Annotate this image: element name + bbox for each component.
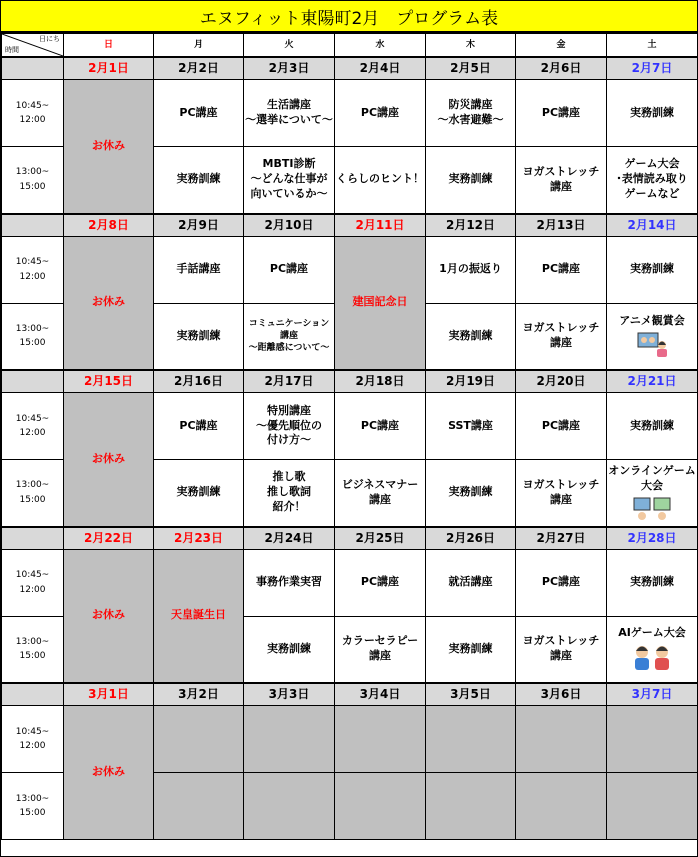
time-pm: 13:00~ 15:00 <box>2 460 64 527</box>
program-cell: 就活講座 <box>426 549 516 616</box>
national-holiday: 天皇誕生日 <box>154 549 244 683</box>
date-cell: 3月2日 <box>154 683 244 706</box>
weekday-sat: 土 <box>607 34 698 58</box>
program-cell: ヨガストレッチ 講座 <box>516 616 607 683</box>
program-cell: 防災講座 ～水害避難～ <box>426 80 516 147</box>
program-cell: コミュニケーション 講座 ～距離感について～ <box>244 303 335 370</box>
week-2-am-row <box>2 236 698 303</box>
empty-cell <box>154 706 244 773</box>
program-cell: 1月の振返り <box>426 236 516 303</box>
program-cell: 実務訓練 <box>607 549 698 616</box>
date-cell: 2月14日 <box>607 214 698 237</box>
date-cell: 3月7日 <box>607 683 698 706</box>
program-cell: 実務訓練 <box>154 147 244 214</box>
kids-gaming-icon <box>630 643 674 673</box>
date-cell: 2月6日 <box>516 57 607 80</box>
national-holiday: 建国記念日 <box>335 236 426 370</box>
program-cell: 実務訓練 <box>607 80 698 147</box>
date-cell: 2月9日 <box>154 214 244 237</box>
program-cell: PC講座 <box>244 236 335 303</box>
program-cell-with-icon <box>607 460 698 527</box>
people-watching-screen-icon <box>632 331 672 359</box>
date-cell: 2月11日 <box>335 214 426 237</box>
program-cell: 実務訓練 <box>607 236 698 303</box>
time-pm: 13:00~ 15:00 <box>2 616 64 683</box>
program-label: オンラインゲーム 大会 <box>608 463 696 492</box>
date-spacer <box>2 57 64 80</box>
date-spacer <box>2 370 64 393</box>
program-cell: PC講座 <box>516 80 607 147</box>
program-cell: PC講座 <box>335 393 426 460</box>
week-4-date-row <box>2 527 698 550</box>
program-cell: ヨガストレッチ 講座 <box>516 460 607 527</box>
program-cell: 実務訓練 <box>244 616 335 683</box>
corner-time-label: 時間 <box>5 45 19 54</box>
program-cell: ヨガストレッチ 講座 <box>516 147 607 214</box>
program-label: アニメ観賞会 <box>619 313 685 327</box>
online-game-icon <box>632 496 672 522</box>
sunday-off: お休み <box>64 236 154 370</box>
program-cell: PC講座 <box>154 80 244 147</box>
time-pm: 13:00~ 15:00 <box>2 303 64 370</box>
program-cell: 実務訓練 <box>607 393 698 460</box>
weekday-thu: 木 <box>426 34 516 58</box>
date-cell: 2月3日 <box>244 57 335 80</box>
week-1-am-row <box>2 80 698 147</box>
date-cell: 2月27日 <box>516 527 607 550</box>
program-cell: 実務訓練 <box>154 303 244 370</box>
week-3-date-row <box>2 370 698 393</box>
program-cell: PC講座 <box>154 393 244 460</box>
corner-date-label: 日にち <box>39 35 60 43</box>
date-cell: 2月15日 <box>64 370 154 393</box>
empty-cell <box>426 706 516 773</box>
program-cell: PC講座 <box>516 549 607 616</box>
empty-cell <box>154 773 244 840</box>
program-cell: 実務訓練 <box>426 616 516 683</box>
empty-cell <box>426 773 516 840</box>
date-cell: 3月6日 <box>516 683 607 706</box>
date-cell: 2月23日 <box>154 527 244 550</box>
weekday-mon: 月 <box>154 34 244 58</box>
time-am: 10:45~ 12:00 <box>2 393 64 460</box>
weekday-header-row <box>2 34 698 58</box>
date-cell: 2月12日 <box>426 214 516 237</box>
program-cell: くらしのヒント！ <box>335 147 426 214</box>
program-cell: 推し歌 推し歌詞 紹介！ <box>244 460 335 527</box>
program-cell: PC講座 <box>516 393 607 460</box>
week-5-am-row <box>2 706 698 773</box>
empty-cell <box>516 773 607 840</box>
date-cell: 3月3日 <box>244 683 335 706</box>
program-cell: 手話講座 <box>154 236 244 303</box>
date-cell: 2月18日 <box>335 370 426 393</box>
date-cell: 3月1日 <box>64 683 154 706</box>
date-cell: 2月24日 <box>244 527 335 550</box>
date-spacer <box>2 214 64 237</box>
program-cell: ゲーム大会 ･表情読み取り ゲームなど <box>607 147 698 214</box>
date-cell: 2月22日 <box>64 527 154 550</box>
week-5-date-row <box>2 683 698 706</box>
date-cell: 3月5日 <box>426 683 516 706</box>
empty-cell <box>244 773 335 840</box>
weekday-fri: 金 <box>516 34 607 58</box>
empty-cell <box>516 706 607 773</box>
date-cell: 2月1日 <box>64 57 154 80</box>
program-cell-with-icon <box>607 303 698 370</box>
date-cell: 2月21日 <box>607 370 698 393</box>
time-am: 10:45~ 12:00 <box>2 549 64 616</box>
date-cell: 2月19日 <box>426 370 516 393</box>
empty-cell <box>607 706 698 773</box>
date-cell: 3月4日 <box>335 683 426 706</box>
program-cell: 実務訓練 <box>426 147 516 214</box>
date-cell: 2月25日 <box>335 527 426 550</box>
empty-cell <box>607 773 698 840</box>
program-cell: PC講座 <box>335 549 426 616</box>
program-cell: 事務作業実習 <box>244 549 335 616</box>
program-cell: 実務訓練 <box>154 460 244 527</box>
date-cell: 2月7日 <box>607 57 698 80</box>
program-cell: PC講座 <box>516 236 607 303</box>
program-cell: ビジネスマナー 講座 <box>335 460 426 527</box>
date-cell: 2月2日 <box>154 57 244 80</box>
week-3-am-row <box>2 393 698 460</box>
date-cell: 2月26日 <box>426 527 516 550</box>
program-cell: ヨガストレッチ 講座 <box>516 303 607 370</box>
week-4-am-row <box>2 549 698 616</box>
date-spacer <box>2 683 64 706</box>
empty-cell <box>335 706 426 773</box>
date-cell: 2月28日 <box>607 527 698 550</box>
program-cell: 特別講座 ～優先順位の 付け方～ <box>244 393 335 460</box>
program-cell: 実務訓練 <box>426 303 516 370</box>
sunday-off: お休み <box>64 80 154 214</box>
weekday-sun: 日 <box>64 34 154 58</box>
date-spacer <box>2 527 64 550</box>
weekday-wed: 水 <box>335 34 426 58</box>
schedule-table <box>1 33 698 840</box>
page-title: エヌフィット東陽町2月 プログラム表 <box>1 1 697 33</box>
program-cell: カラーセラピー 講座 <box>335 616 426 683</box>
program-cell-with-icon <box>607 616 698 683</box>
program-cell: SST講座 <box>426 393 516 460</box>
empty-cell <box>335 773 426 840</box>
corner-cell <box>2 34 64 58</box>
date-cell: 2月8日 <box>64 214 154 237</box>
program-cell: MBTI診断 ～どんな仕事が 向いているか～ <box>244 147 335 214</box>
weekday-tue: 火 <box>244 34 335 58</box>
date-cell: 2月5日 <box>426 57 516 80</box>
sunday-off: お休み <box>64 549 154 683</box>
program-cell: PC講座 <box>335 80 426 147</box>
time-am: 10:45~ 12:00 <box>2 706 64 773</box>
program-label: AIゲーム大会 <box>618 625 686 639</box>
date-cell: 2月10日 <box>244 214 335 237</box>
sunday-off: お休み <box>64 706 154 840</box>
date-cell: 2月20日 <box>516 370 607 393</box>
date-cell: 2月17日 <box>244 370 335 393</box>
program-cell: 実務訓練 <box>426 460 516 527</box>
empty-cell <box>244 706 335 773</box>
time-pm: 13:00~ 15:00 <box>2 773 64 840</box>
sunday-off: お休み <box>64 393 154 527</box>
week-1-date-row <box>2 57 698 80</box>
time-am: 10:45~ 12:00 <box>2 80 64 147</box>
date-cell: 2月13日 <box>516 214 607 237</box>
date-cell: 2月16日 <box>154 370 244 393</box>
date-cell: 2月4日 <box>335 57 426 80</box>
program-cell: 生活講座 ～選挙について～ <box>244 80 335 147</box>
week-2-date-row <box>2 214 698 237</box>
time-pm: 13:00~ 15:00 <box>2 147 64 214</box>
time-am: 10:45~ 12:00 <box>2 236 64 303</box>
